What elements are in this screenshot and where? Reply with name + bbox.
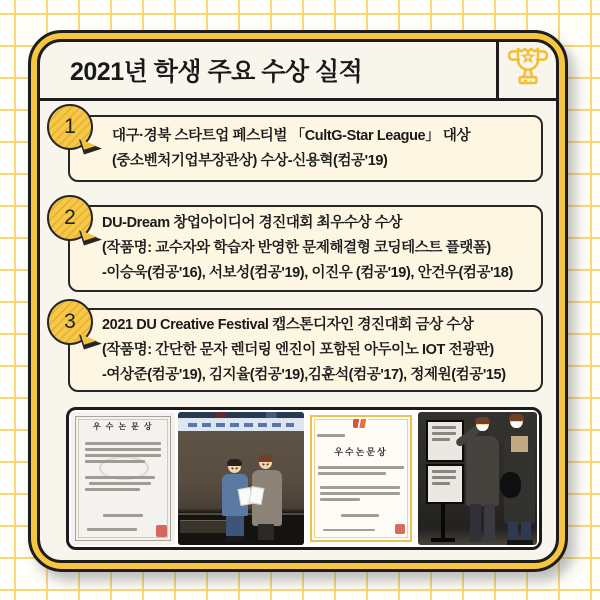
face-sticker (259, 456, 272, 469)
face-sticker (510, 415, 523, 428)
award-line: -이승욱(컴공'16), 서보성(컴공'19), 이진우 (컴공'19), 안건우(컴공'18) (102, 265, 513, 281)
stand-pole (441, 502, 445, 540)
award-item-2 (68, 205, 543, 292)
face-sticker (476, 418, 489, 431)
photo-strip (66, 407, 542, 550)
exhibit-photo (418, 412, 537, 545)
award-line: DU-Dream 창업아이디어 경진대회 최우수상 수상 (102, 215, 402, 231)
award-line: (작품명: 교수자와 학습자 반영한 문제해결형 코딩테스트 플랫폼) (102, 240, 491, 256)
black-bag (500, 472, 521, 498)
slide-card (28, 30, 568, 572)
person-shoes (226, 536, 244, 541)
face-sticker (228, 460, 241, 473)
red-seal (156, 525, 167, 537)
award-line: -여상준(컴공'19), 김지율(컴공'19),김훈석(컴공'17), 정제원(컴공'15) (102, 366, 506, 383)
awards-list (40, 101, 556, 560)
title-bar (40, 42, 556, 101)
badge-number: 3 (64, 310, 76, 333)
jeans-leg (521, 522, 531, 542)
red-seal (395, 524, 405, 534)
person-legs (470, 504, 481, 542)
certificate-gold-inner-border (314, 419, 408, 538)
badge-number: 1 (64, 115, 76, 138)
award-ceremony-photo (178, 412, 304, 545)
award-number-badge-2 (47, 195, 93, 241)
award-item-1 (68, 115, 543, 182)
award-line: (중소벤처기업부장관상) 수상-신용혁(컴공'19) (112, 152, 388, 169)
trophy-box (496, 42, 556, 98)
shoes (507, 540, 533, 545)
person-dark-coat (466, 436, 499, 506)
award-number-badge-1 (47, 104, 93, 150)
certificate-photo-2 (307, 412, 415, 545)
award-item-3 (68, 308, 543, 392)
stage-step (180, 520, 230, 533)
certificate-title: 우수논문상 (334, 447, 388, 457)
trophy-icon (508, 43, 548, 98)
certificate-title: 우 수 논 문 상 (92, 422, 154, 431)
award-line: 대구·경북 스타트업 페스티벌 「CultG-Star League」 대상 (112, 127, 471, 144)
slide-card-inner (37, 39, 559, 563)
page-title: 2021년 학생 주요 수상 실적 (70, 58, 363, 86)
person-legs (484, 504, 495, 542)
certificate-photo-1 (71, 412, 175, 545)
award-number-badge-3 (47, 299, 93, 345)
jeans-leg (508, 522, 518, 542)
stand-base (431, 538, 455, 542)
award-line: (작품명: 간단한 문자 렌더링 엔진이 포함된 아두이노 IOT 전광판) (102, 341, 494, 358)
sweater (511, 436, 528, 452)
person-legs (258, 524, 274, 540)
banner-text-blur (188, 423, 294, 427)
award-line: 2021 DU Creative Festival 캡스톤디자인 경진대회 금상 수상 (102, 316, 474, 333)
badge-number: 2 (64, 206, 76, 229)
society-logo (353, 419, 369, 428)
